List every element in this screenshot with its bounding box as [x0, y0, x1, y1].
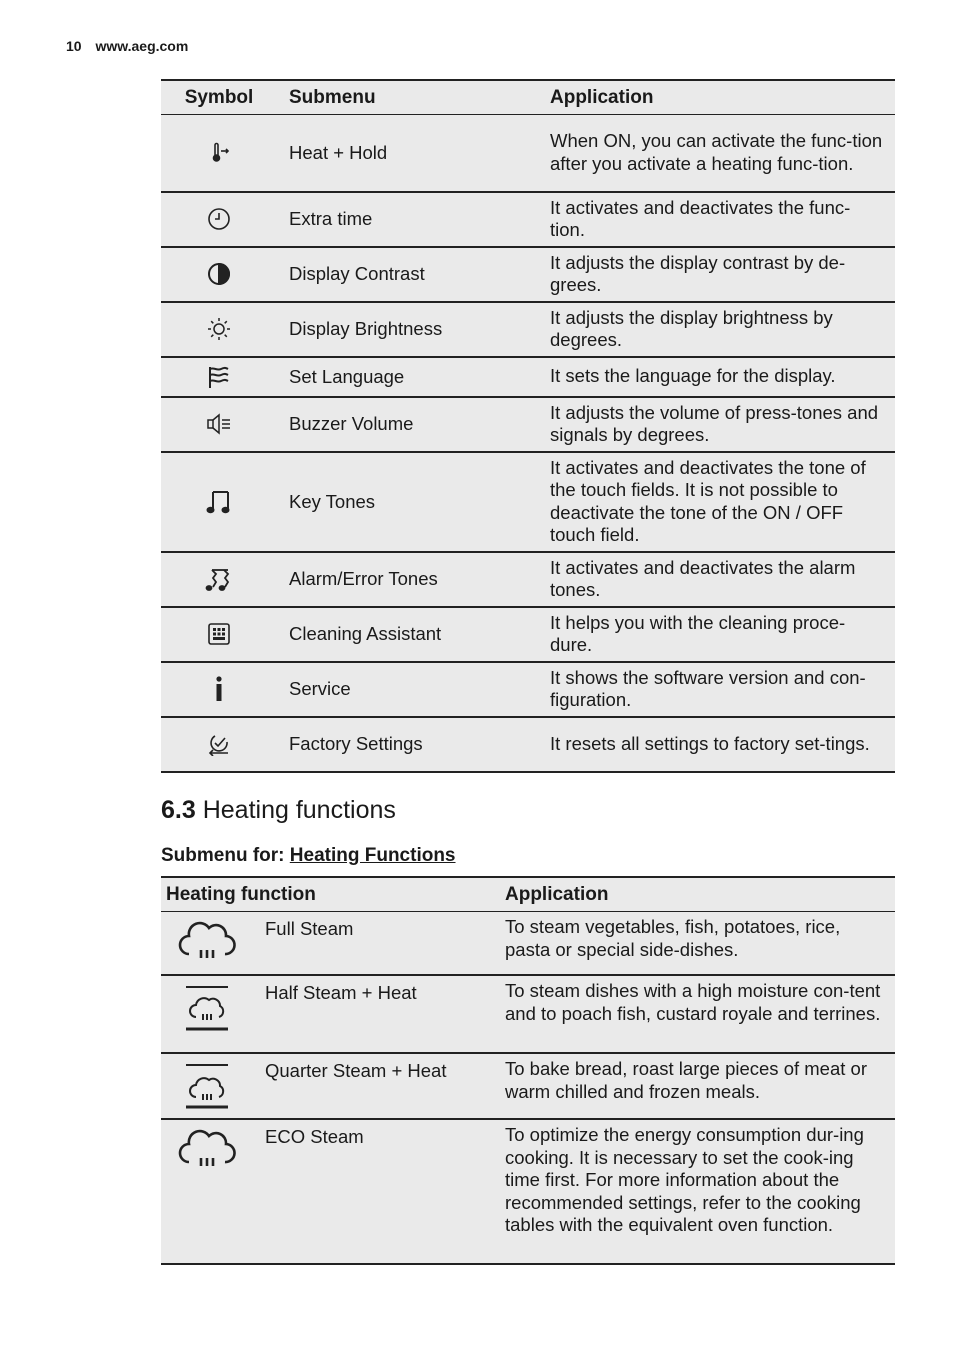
- table-row: [161, 607, 895, 662]
- cleaning-icon: [161, 607, 277, 662]
- quarter-steam-icon: [161, 1053, 253, 1119]
- application-text: When ON, you can activate the func-tion after you activate a heating func-tion.: [538, 115, 895, 192]
- table-row: [161, 357, 895, 397]
- heat-hold-icon: [161, 115, 277, 192]
- application-text: To steam vegetables, fish, potatoes, rice, pasta or special side-dishes.: [493, 912, 895, 976]
- heating-function-name: ECO Steam: [253, 1119, 493, 1264]
- clock-icon: [161, 192, 277, 247]
- table-row: [161, 717, 895, 772]
- col-submenu: Submenu: [277, 80, 538, 115]
- application-text: It shows the software version and con-figuration.: [538, 662, 895, 717]
- contrast-icon: [161, 247, 277, 302]
- table-row: [161, 1119, 895, 1264]
- speaker-icon: [161, 397, 277, 452]
- application-text: It adjusts the volume of press-tones and signals by degrees.: [538, 397, 895, 452]
- page-number: 10: [66, 38, 82, 54]
- table-row: [161, 247, 895, 302]
- application-text: To optimize the energy consumption dur-ing cooking. It is necessary to set the cook-ing time first. For more information about the recommended settings, refer to the cooking tables with the equivalent oven function.: [493, 1119, 895, 1264]
- application-text: It helps you with the cleaning proce-dure.: [538, 607, 895, 662]
- table-row: [161, 397, 895, 452]
- heating-function-name: Full Steam: [253, 912, 493, 976]
- factory-reset-icon: [161, 717, 277, 772]
- info-icon: [161, 662, 277, 717]
- section-heading: [161, 796, 396, 825]
- application-text: It activates and deactivates the func-tion.: [538, 192, 895, 247]
- music-note-icon: [161, 452, 277, 552]
- flag-icon: [161, 357, 277, 397]
- submenu-label: Alarm/Error Tones: [277, 552, 538, 607]
- submenu-label: Display Contrast: [277, 247, 538, 302]
- col-application: Application: [538, 80, 895, 115]
- table-row: [161, 662, 895, 717]
- col-symbol: Symbol: [161, 80, 277, 115]
- col-application: Application: [493, 877, 895, 912]
- application-text: It adjusts the display contrast by de-grees.: [538, 247, 895, 302]
- submenu-label: Key Tones: [277, 452, 538, 552]
- submenu-table: [161, 79, 895, 773]
- website-link[interactable]: www.aeg.com: [95, 38, 189, 54]
- submenu-label: Service: [277, 662, 538, 717]
- brightness-icon: [161, 302, 277, 357]
- col-heating-function: Heating function: [161, 877, 493, 912]
- table-row: [161, 1053, 895, 1119]
- heating-functions-table: [161, 876, 895, 1265]
- eco-steam-icon: [161, 1119, 253, 1264]
- submenu-label: Heat + Hold: [277, 115, 538, 192]
- submenu-label: Extra time: [277, 192, 538, 247]
- full-steam-icon: [161, 912, 253, 976]
- heating-functions-link[interactable]: Heating Functions: [289, 845, 456, 866]
- table-row: [161, 552, 895, 607]
- application-text: It adjusts the display brightness by degrees.: [538, 302, 895, 357]
- application-text: To bake bread, roast large pieces of meat or warm chilled and frozen meals.: [493, 1053, 895, 1119]
- section-number: 6.3: [161, 796, 196, 824]
- application-text: It resets all settings to factory set-tings.: [538, 717, 895, 772]
- submenu-label: Factory Settings: [277, 717, 538, 772]
- page-header: [66, 38, 188, 54]
- heating-function-name: Quarter Steam + Heat: [253, 1053, 493, 1119]
- submenu-line: [161, 845, 456, 867]
- table-row: [161, 115, 895, 192]
- table-row: [161, 452, 895, 552]
- half-steam-icon: [161, 975, 253, 1053]
- application-text: To steam dishes with a high moisture con-tent and to poach fish, custard royale and terrines.: [493, 975, 895, 1053]
- application-text: It sets the language for the display.: [538, 357, 895, 397]
- submenu-label: Set Language: [277, 357, 538, 397]
- application-text: It activates and deactivates the alarm tones.: [538, 552, 895, 607]
- section-title: Heating functions: [202, 796, 396, 824]
- application-text: It activates and deactivates the tone of the touch fields. It is not possible to deactivate the tone of the ON / OFF touch field.: [538, 452, 895, 552]
- table-row: [161, 192, 895, 247]
- submenu-label: Cleaning Assistant: [277, 607, 538, 662]
- submenu-prefix: Submenu for:: [161, 845, 285, 866]
- table-row: [161, 975, 895, 1053]
- submenu-label: Buzzer Volume: [277, 397, 538, 452]
- table-row: [161, 302, 895, 357]
- submenu-label: Display Brightness: [277, 302, 538, 357]
- table-row: [161, 912, 895, 976]
- alarm-tone-icon: [161, 552, 277, 607]
- heating-function-name: Half Steam + Heat: [253, 975, 493, 1053]
